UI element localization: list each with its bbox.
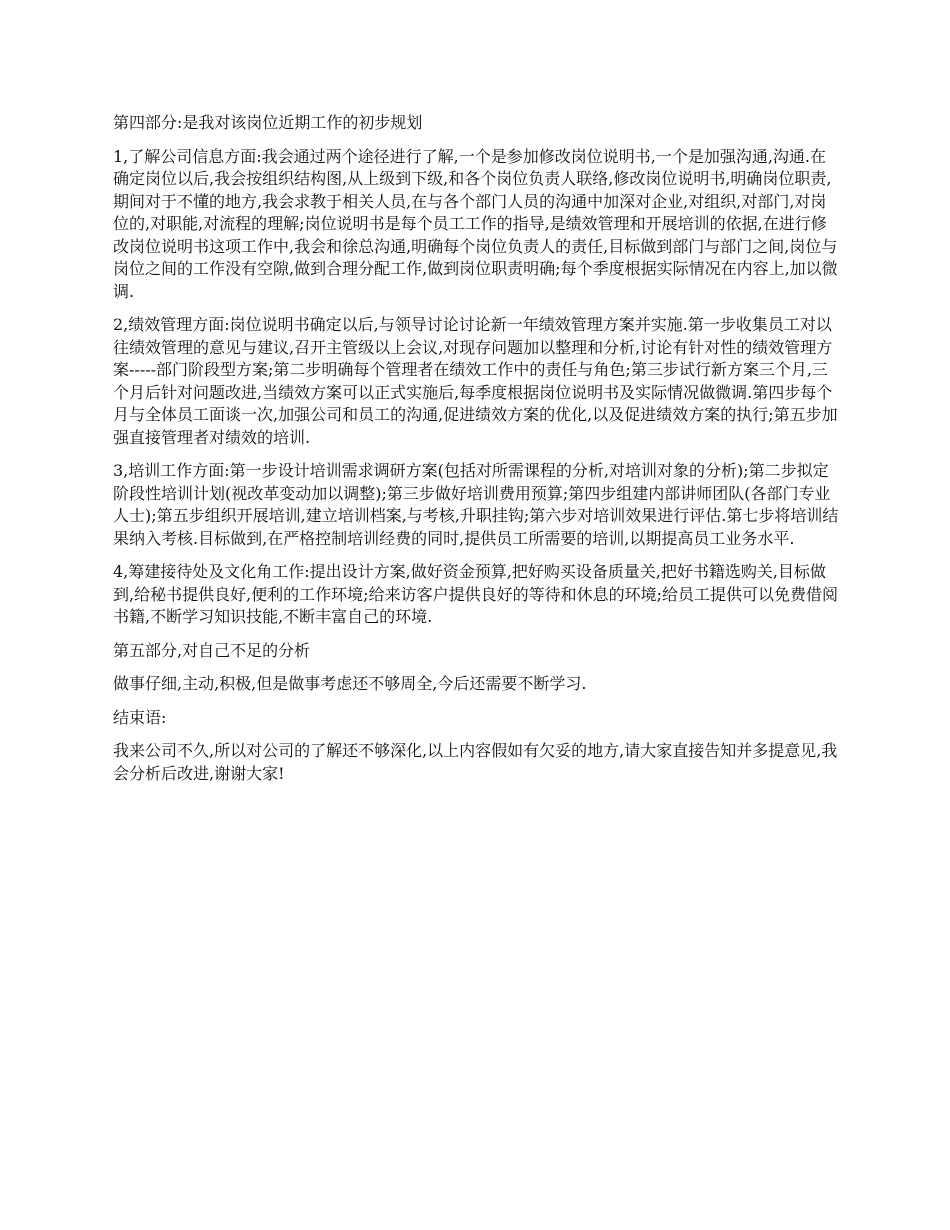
- paragraph-performance-management: 2,绩效管理方面:岗位说明书确定以后,与领导讨论讨论新一年绩效管理方案并实施.第一步收集员工对以往绩效管理的意见与建议,召开主管级以上会议,对现存问题加以整理和分析,讨论有针对性的绩效管理方案-----部门阶段型方案;第二步明确每个管理者在绩效工作中的责任与角色;第三步试行新方案三个月,三个月后针对问题改进,当绩效方案可以正式实施后,每季度根据岗位说明书及实际情况做微调.第四步每个月与全体员工面谈一次,加强公司和员工的沟通,促进绩效方案的优化,以及促进绩效方案的执行;第五步加强直接管理者对绩效的培训.: [113, 315, 838, 447]
- section-heading-part-five: 第五部分,对自己不足的分析: [113, 640, 311, 660]
- closing-heading: 结束语:: [113, 707, 167, 727]
- paragraph-closing-remarks: 我来公司不久,所以对公司的了解还不够深化,以上内容假如有欠妥的地方,请大家直接告知并多提意见,我会分析后改进,谢谢大家!: [113, 741, 838, 783]
- section-heading-part-four: 第四部分:是我对该岗位近期工作的初步规划: [113, 113, 423, 132]
- paragraph-reception-culture-corner: 4,筹建接待处及文化角工作:提出设计方案,做好资金预算,把好购买设备质量关,把好书籍选购关,目标做到,给秘书提供良好,便利的工作环境;给来访客户提供良好的等待和休息的环境;给员工提供可以免费借阅书籍,不断学习知识技能,不断丰富自己的环境.: [113, 562, 838, 626]
- paragraph-training-work: 3,培训工作方面:第一步设计培训需求调研方案(包括对所需课程的分析,对培训对象的分析);第二步拟定阶段性培训计划(视改革变动加以调整);第三步做好培训费用预算;第四步组建内部讲师团队(各部门专业人士);第五步组织开展培训,建立培训档案,与考核,升职挂钩;第六步对培训效果进行评估.第七步将培训结果纳入考核.目标做到,在严格控制培训经费的同时,提供员工所需要的培训,以期提高员工业务水平.: [113, 461, 839, 548]
- document-page: [113, 112, 841, 796]
- paragraph-company-info: 1,了解公司信息方面:我会通过两个途径进行了解,一个是参加修改岗位说明书,一个是加强沟通,沟通.在确定岗位以后,我会按组织结构图,从上级到下级,和各个岗位负责人联络,修改岗位说明书,明确岗位职责,期间对于不懂的地方,我会求教于相关人员,在与各个部门人员的沟通中加深对企业,对组织,对部门,对岗位的,对职能,对流程的理解;岗位说明书是每个员工工作的指导,是绩效管理和开展培训的依据,在进行修改岗位说明书这项工作中,我会和徐总沟通,明确每个岗位负责人的责任,目标做到部门与部门之间,岗位与岗位之间的工作没有空隙,做到合理分配工作,做到岗位职责明确;每个季度根据实际情况在内容上,加以微调.: [113, 146, 838, 301]
- paragraph-self-analysis: 做事仔细,主动,积极,但是做事考虑还不够周全,今后还需要不断学习.: [113, 674, 587, 693]
